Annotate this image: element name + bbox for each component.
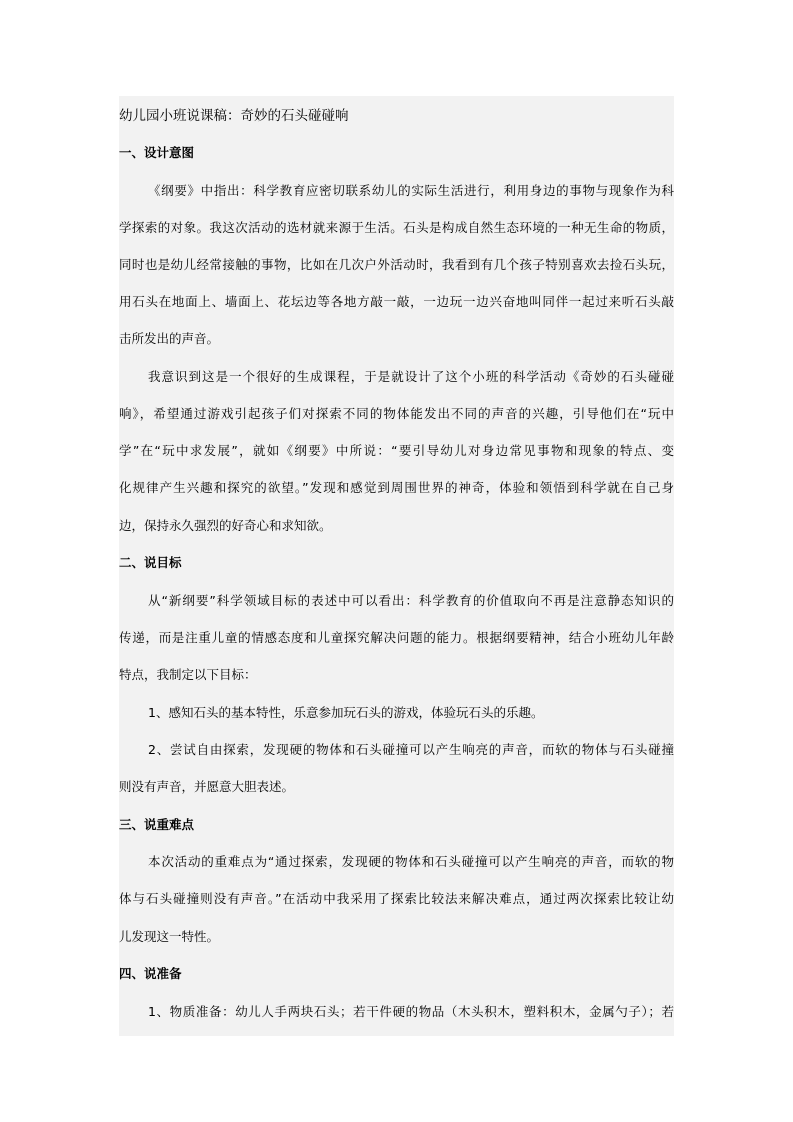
paragraph-line: 特点，我制定以下目标： (119, 667, 257, 682)
paragraph-line: 从“新纲要”科学领域目标的表述中可以看出：科学教育的价值取向不再是注意静态知识的 (148, 593, 674, 608)
paragraph-line: 化规律产生兴趣和探究的欲望。”发现和感觉到周围世界的神奇，体验和领悟到科学就在自己身 (119, 480, 674, 495)
paragraph-line: 《纲要》中指出：科学教育应密切联系幼儿的实际生活进行，利用身边的事物与现象作为科 (148, 183, 674, 198)
section-heading-key-points: 三、说重难点 (119, 817, 195, 832)
paragraph-line: 传递，而是注重儿童的情感态度和儿童探究解决问题的能力。根据纲要精神，结合小班幼儿年龄 (119, 630, 674, 645)
paragraph-line: 响》，希望通过游戏引起孩子们对探索不同的物体能发出不同的声音的兴趣，引导他们在“玩中 (119, 406, 674, 421)
paragraph-line: 2、尝试自由探索，发现硬的物体和石头碰撞可以产生响亮的声音，而软的物体与石头碰撞 (148, 742, 674, 757)
paragraph-line: 同时也是幼儿经常接触的事物，比如在几次户外活动时，我看到有几个孩子特别喜欢去捡石头玩， (119, 257, 674, 272)
document-body (119, 96, 674, 1036)
section-heading-preparation: 四、说准备 (119, 966, 182, 981)
section-heading-objectives: 二、说目标 (119, 555, 182, 570)
paragraph-line: 儿发现这一特性。 (119, 929, 220, 944)
document-title: 幼儿园小班说课稿：奇妙的石头碰碰响 (119, 108, 349, 124)
section-heading-design-intent: 一、设计意图 (119, 145, 195, 160)
paragraph-line: 我意识到这是一个很好的生成课程，于是就设计了这个小班的科学活动《奇妙的石头碰碰 (148, 369, 674, 384)
paragraph-line: 1、感知石头的基本特性，乐意参加玩石头的游戏，体验玩石头的乐趣。 (148, 705, 544, 720)
paragraph-line: 击所发出的声音。 (119, 331, 220, 346)
paragraph-line: 边，保持永久强烈的好奇心和求知欲。 (119, 518, 332, 533)
paragraph-line: 体与石头碰撞则没有声音。”在活动中我采用了探索比较法来解决难点，通过两次探索比较让幼 (119, 891, 674, 906)
paragraph-line: 学探索的对象。我这次活动的选材就来源于生活。石头是构成自然生态环境的一种无生命的物质， (119, 220, 674, 235)
paragraph-line: 用石头在地面上、墙面上、花坛边等各地方敲一敲，一边玩一边兴奋地叫同伴一起过来听石头敲 (119, 294, 674, 309)
paragraph-line: 则没有声音，并愿意大胆表述。 (119, 779, 295, 794)
paragraph-line: 1、物质准备：幼儿人手两块石头；若干件硬的物品（木头积木，塑料积木，金属勺子）；若 (148, 1004, 674, 1019)
paragraph-line: 学”在“玩中求发展”，就如《纲要》中所说：“要引导幼儿对身边常见事物和现象的特点、变 (119, 443, 674, 458)
paragraph-line: 本次活动的重难点为“通过探索，发现硬的物体和石头碰撞可以产生响亮的声音，而软的物 (148, 854, 674, 869)
